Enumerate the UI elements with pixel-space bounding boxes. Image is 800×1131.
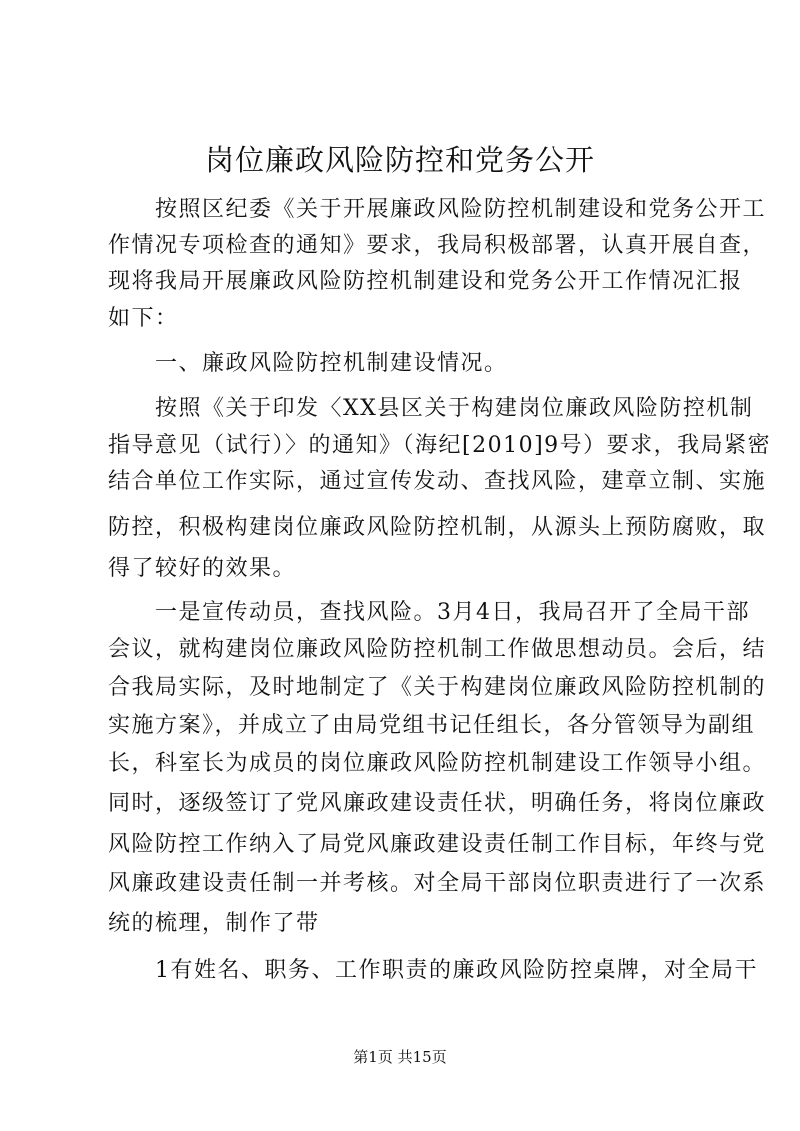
body-line: 一、廉政风险防控机制建设情况。 [108,351,508,376]
body-line: 按照《关于印发〈XX县区关于构建岗位廉政风险防控机制 [108,396,754,421]
body-line: 结合单位工作实际，通过宣传发动、查找风险，建章立制、实施 [108,469,767,494]
body-line: 作情况专项检查的通知》要求，我局积极部署，认真开展自查， [108,233,767,258]
page-footer: 第1页 共15页 [353,1048,447,1066]
body-line: 统的梳理，制作了带 [108,911,320,936]
body-line: 合我局实际，及时地制定了《关于构建岗位廉政风险防控机制的 [108,675,767,700]
body-line: 同时，逐级签订了党风廉政建设责任状，明确任务，将岗位廉政 [108,791,767,816]
document-title: 岗位廉政风险防控和党务公开 [204,143,595,177]
body-line: 按照区纪委《关于开展廉政风险防控机制建设和党务公开工 [108,197,767,222]
body-line: 长，科室长为成员的岗位廉政风险防控机制建设工作领导小组。 [108,751,767,776]
body-line: 现将我局开展廉政风险防控机制建设和党务公开工作情况汇报 [108,269,743,294]
body-line: 得了较好的效果。 [108,556,297,581]
body-line: 指导意见（试行）〉的通知》（海纪[2010]9号）要求，我局紧密 [108,433,772,458]
body-line: 风险防控工作纳入了局党风廉政建设责任制工作目标，年终与党 [108,832,767,857]
body-line: 会议，就构建岗位廉政风险防控机制工作做思想动员。会后，结 [108,637,767,662]
body-line: 一是宣传动员，查找风险。3月4日，我局召开了全局干部 [108,600,750,625]
body-line: 防控，积极构建岗位廉政风险防控机制，从源头上预防腐败，取 [108,515,767,540]
body-line: 1有姓名、职务、工作职责的廉政风险防控桌牌，对全局干 [108,958,758,983]
body-line: 风廉政建设责任制一并考核。对全局干部岗位职责进行了一次系 [108,871,767,896]
body-line: 如下： [108,306,179,331]
body-line: 实施方案》，并成立了由局党组书记任组长，各分管领导为副组 [108,713,756,738]
